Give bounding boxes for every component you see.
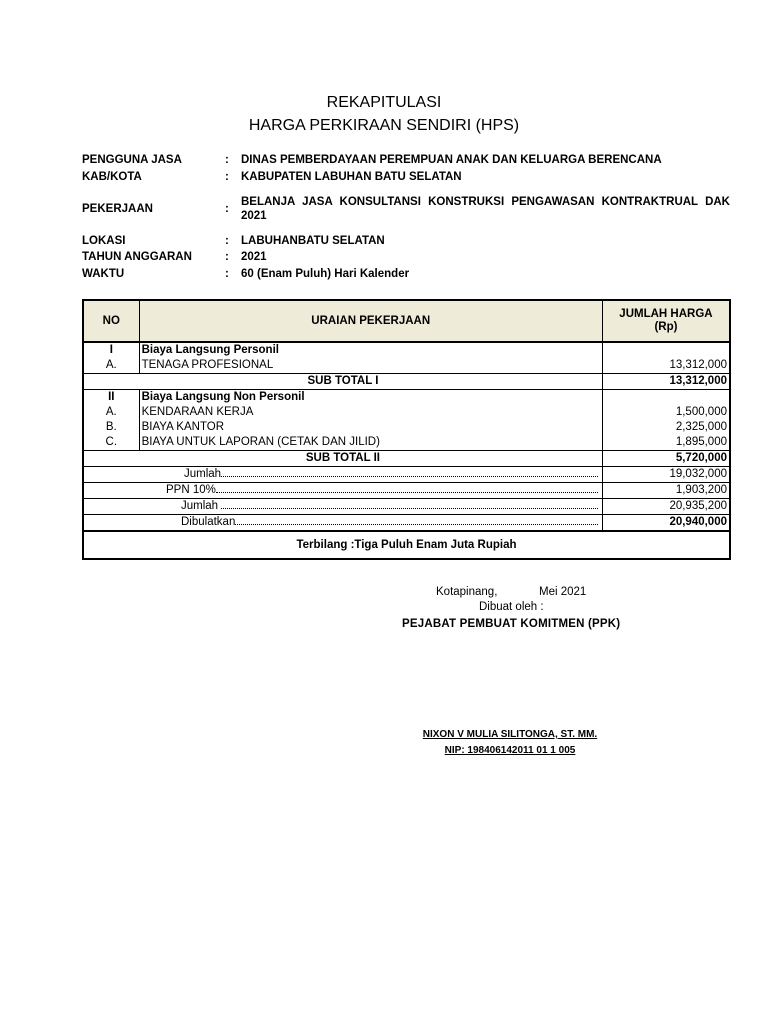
section-no: II xyxy=(108,391,115,403)
subtotal-row xyxy=(83,451,730,467)
leader-dots xyxy=(221,467,598,477)
info-row-pengguna-jasa xyxy=(82,154,730,166)
total-label-cell xyxy=(83,499,602,515)
info-value: LABUHANBATU SELATAN xyxy=(241,235,385,247)
item-no: A. xyxy=(105,359,117,371)
table-row xyxy=(83,420,730,435)
section-no: I xyxy=(109,344,113,356)
info-value: BELANJA JASA KONSULTANSI KONSTRUKSI PENGAWASAN KONTRAKTRUAL DAK 2021 xyxy=(241,196,730,222)
info-colon: : xyxy=(225,171,229,183)
info-value: 2021 xyxy=(241,251,267,263)
signature-place: Kotapinang, xyxy=(436,586,498,598)
info-value: KABUPATEN LABUHAN BATU SELATAN xyxy=(241,171,462,183)
signatory-name: NIXON V MULIA SILITONGA, ST. MM. xyxy=(422,729,598,740)
total-amount: 20,935,200 xyxy=(602,499,730,515)
subtotal-label: SUB TOTAL I xyxy=(83,374,602,390)
total-row-jumlah xyxy=(83,467,730,483)
info-colon: : xyxy=(225,268,229,280)
info-value: DINAS PEMBERDAYAAN PEREMPUAN ANAK DAN KELUARGA BERENCANA xyxy=(241,154,662,166)
info-colon: : xyxy=(225,203,229,215)
header-no: NO xyxy=(83,300,139,342)
signature-position: PEJABAT PEMBUAT KOMITMEN (PPK) xyxy=(402,618,621,630)
header-jumlah-harga-line1: JUMLAH HARGA xyxy=(619,308,713,320)
terbilang-text: Terbilang :Tiga Puluh Enam Juta Rupiah xyxy=(83,531,730,559)
info-row-waktu xyxy=(82,268,730,280)
header-uraian: URAIAN PEKERJAAN xyxy=(139,300,602,342)
section-row xyxy=(83,390,730,406)
item-no: C. xyxy=(105,436,118,448)
leader-dots xyxy=(216,483,598,493)
info-row-kab-kota xyxy=(82,171,730,183)
table-row xyxy=(83,358,730,374)
signature-made-by: Dibuat oleh : xyxy=(479,601,544,613)
total-label-cell xyxy=(83,515,602,532)
terbilang-row xyxy=(83,531,730,559)
total-row-dibulatkan xyxy=(83,515,730,532)
total-label: Dibulatkan xyxy=(181,516,236,528)
total-label: Jumlah xyxy=(181,500,222,512)
section-row xyxy=(83,342,730,358)
total-label: Jumlah xyxy=(184,468,222,480)
info-colon: : xyxy=(225,154,229,166)
total-label-cell xyxy=(83,483,602,499)
subtotal-amount: 13,312,000 xyxy=(602,374,730,390)
section-amount-empty xyxy=(602,342,730,358)
section-title: Biaya Langsung Personil xyxy=(139,342,602,358)
info-label: KAB/KOTA xyxy=(82,171,142,183)
item-no: B. xyxy=(105,421,117,433)
item-amount: 1,500,000 xyxy=(675,406,727,418)
info-row-lokasi xyxy=(82,235,730,247)
total-label-cell xyxy=(83,467,602,483)
item-amount: 1,895,000 xyxy=(675,436,727,448)
total-label: PPN 10% xyxy=(166,484,216,496)
info-label: PENGGUNA JASA xyxy=(82,154,182,166)
table-row xyxy=(83,405,730,420)
info-label: LOKASI xyxy=(82,235,126,247)
total-amount: 19,032,000 xyxy=(602,467,730,483)
item-desc: TENAGA PROFESIONAL xyxy=(139,358,602,374)
table-header-row xyxy=(83,300,730,342)
info-label: PEKERJAAN xyxy=(82,203,153,215)
info-row-pekerjaan xyxy=(82,195,730,223)
document-subtitle: HARGA PERKIRAAN SENDIRI (HPS) xyxy=(248,117,520,134)
info-colon: : xyxy=(225,235,229,247)
total-amount-rounded: 20,940,000 xyxy=(602,515,730,532)
item-no: A. xyxy=(105,406,117,418)
item-desc: BIAYA UNTUK LAPORAN (CETAK DAN JILID) xyxy=(139,435,602,451)
total-row-jumlah-2 xyxy=(83,499,730,515)
document-title: REKAPITULASI xyxy=(326,94,442,111)
header-jumlah-harga-line2: (Rp) xyxy=(654,321,678,333)
info-colon: : xyxy=(225,251,229,263)
subtotal-row xyxy=(83,374,730,390)
leader-dots xyxy=(235,515,598,525)
header-jumlah-harga xyxy=(602,300,730,342)
total-row-ppn xyxy=(83,483,730,499)
item-desc: BIAYA KANTOR xyxy=(139,420,602,435)
signatory-nip: NIP: 198406142011 01 1 005 xyxy=(444,745,576,756)
total-amount: 1,903,200 xyxy=(602,483,730,499)
info-row-tahun-anggaran xyxy=(82,251,730,263)
info-label: TAHUN ANGGARAN xyxy=(82,251,192,263)
section-title: Biaya Langsung Non Personil xyxy=(139,390,602,406)
leader-dots xyxy=(221,499,598,509)
section-amount-empty xyxy=(602,390,730,406)
item-amount: 13,312,000 xyxy=(669,359,727,371)
info-label: WAKTU xyxy=(82,268,125,280)
hps-table xyxy=(82,299,731,560)
table-row xyxy=(83,435,730,451)
signature-date: Mei 2021 xyxy=(539,586,587,598)
item-desc: KENDARAAN KERJA xyxy=(139,405,602,420)
subtotal-label: SUB TOTAL II xyxy=(83,451,602,467)
item-amount: 2,325,000 xyxy=(675,421,727,433)
subtotal-amount: 5,720,000 xyxy=(602,451,730,467)
info-value: 60 (Enam Puluh) Hari Kalender xyxy=(241,268,410,280)
